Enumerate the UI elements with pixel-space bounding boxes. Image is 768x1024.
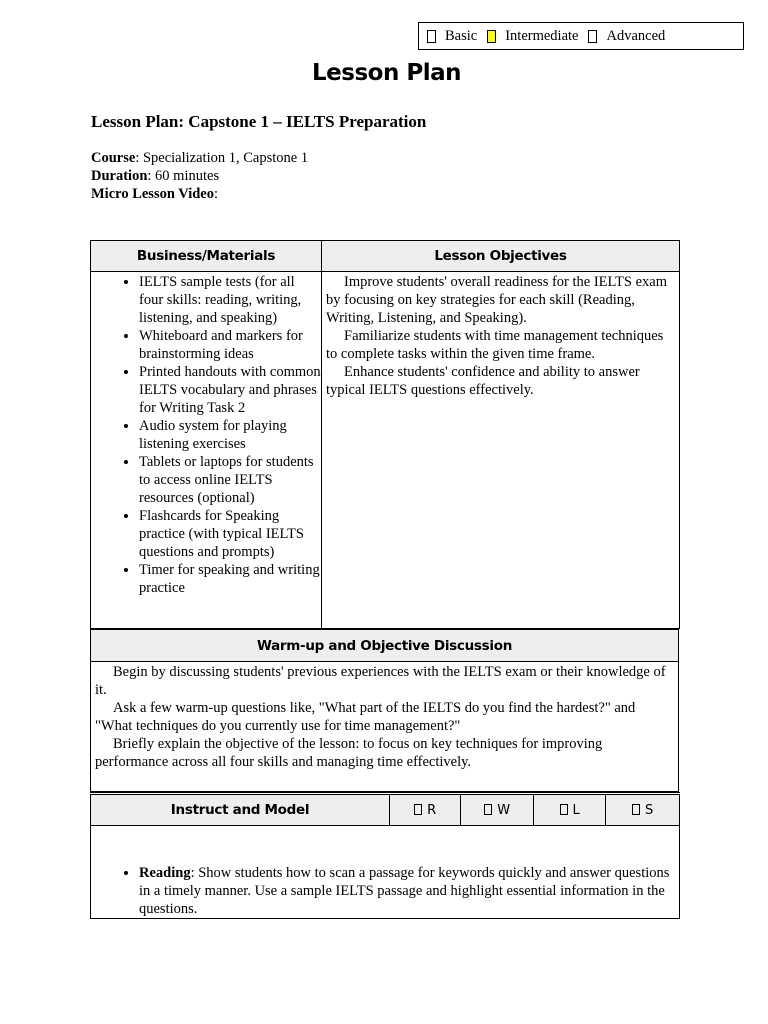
objectives-cell — [322, 272, 680, 629]
checkbox-icon[interactable] — [484, 804, 492, 815]
list-item: • Tablets or laptops for students to access online IELTS resources (optional) — [139, 453, 321, 507]
list-item: • Reading: Show students how to scan a passage for keywords quickly and answer questions in a timely manner. Use a sample IELTS passage and highlight essential information in the questions. — [139, 864, 671, 918]
skill-reading[interactable]: R — [390, 794, 461, 826]
checkbox-icon[interactable] — [414, 804, 422, 815]
proficiency-level-selector — [418, 22, 744, 50]
warmup-paragraph: Ask a few warm-up questions like, "What part of the IELTS do you find the hardest?" and "What techniques do you currently use for time management?" — [95, 700, 636, 734]
list-item: • Whiteboard and markers for brainstorming ideas — [139, 327, 321, 363]
checkbox-icon[interactable] — [427, 30, 436, 43]
level-option-intermediate[interactable] — [487, 28, 578, 45]
level-label: Advanced — [606, 27, 666, 44]
warmup-header: Warm-up and Objective Discussion — [91, 630, 679, 662]
objective-paragraph: Familiarize students with time management techniques to complete tasks within the given time frame. — [326, 328, 664, 362]
checkbox-icon[interactable] — [588, 30, 597, 43]
video-line: Micro Lesson Video: — [91, 186, 219, 202]
list-item: • Printed handouts with common IELTS vocabulary and phrases for Writing Task 2 — [139, 363, 321, 417]
warmup-paragraph: Briefly explain the objective of the lesson: to focus on key techniques for improving performance across all four skills and managing time effectively. — [95, 736, 603, 770]
objective-paragraph: Enhance students' confidence and ability to answer typical IELTS questions effectively. — [326, 364, 640, 398]
level-option-advanced[interactable] — [588, 28, 665, 45]
instruct-header: Instruct and Model — [91, 794, 390, 826]
materials-header: Business/Materials — [91, 241, 322, 272]
checkbox-icon[interactable] — [632, 804, 640, 815]
materials-objectives-table — [90, 240, 680, 629]
instruct-model-table — [90, 792, 680, 919]
checkbox-icon[interactable] — [560, 804, 568, 815]
list-item: • Flashcards for Speaking practice (with typical IELTS questions and prompts) — [139, 507, 321, 561]
list-item: • Audio system for playing listening exercises — [139, 417, 321, 453]
lesson-meta — [91, 149, 308, 203]
course-line: Course: Specialization 1, Capstone 1 — [91, 150, 309, 166]
skill-listening[interactable]: L — [534, 794, 606, 826]
page-title: Lesson Plan — [312, 60, 461, 86]
checkbox-icon[interactable] — [487, 30, 496, 43]
lesson-subtitle: Lesson Plan: Capstone 1 – IELTS Preparation — [91, 112, 427, 131]
level-option-basic[interactable] — [427, 28, 477, 45]
objectives-header: Lesson Objectives — [322, 241, 680, 272]
duration-line: Duration: 60 minutes — [91, 168, 220, 184]
warmup-paragraph: Begin by discussing students' previous experiences with the IELTS exam or their knowledge of it. — [95, 664, 666, 698]
materials-cell — [91, 272, 322, 629]
level-label: Intermediate — [505, 27, 579, 44]
list-item: • IELTS sample tests (for all four skills: reading, writing, listening, and speaking) — [139, 273, 321, 327]
objective-paragraph: Improve students' overall readiness for the IELTS exam by focusing on key strategies for each skill (Reading, Writing, Listening, and Speaking). — [326, 274, 668, 326]
warmup-table — [90, 629, 679, 792]
level-label: Basic — [445, 27, 478, 44]
list-item: • Timer for speaking and writing practice — [139, 561, 321, 597]
skill-speaking[interactable]: S — [606, 794, 680, 826]
warmup-cell — [91, 662, 679, 792]
skill-writing[interactable]: W — [461, 794, 534, 826]
instruct-cell — [91, 826, 680, 919]
